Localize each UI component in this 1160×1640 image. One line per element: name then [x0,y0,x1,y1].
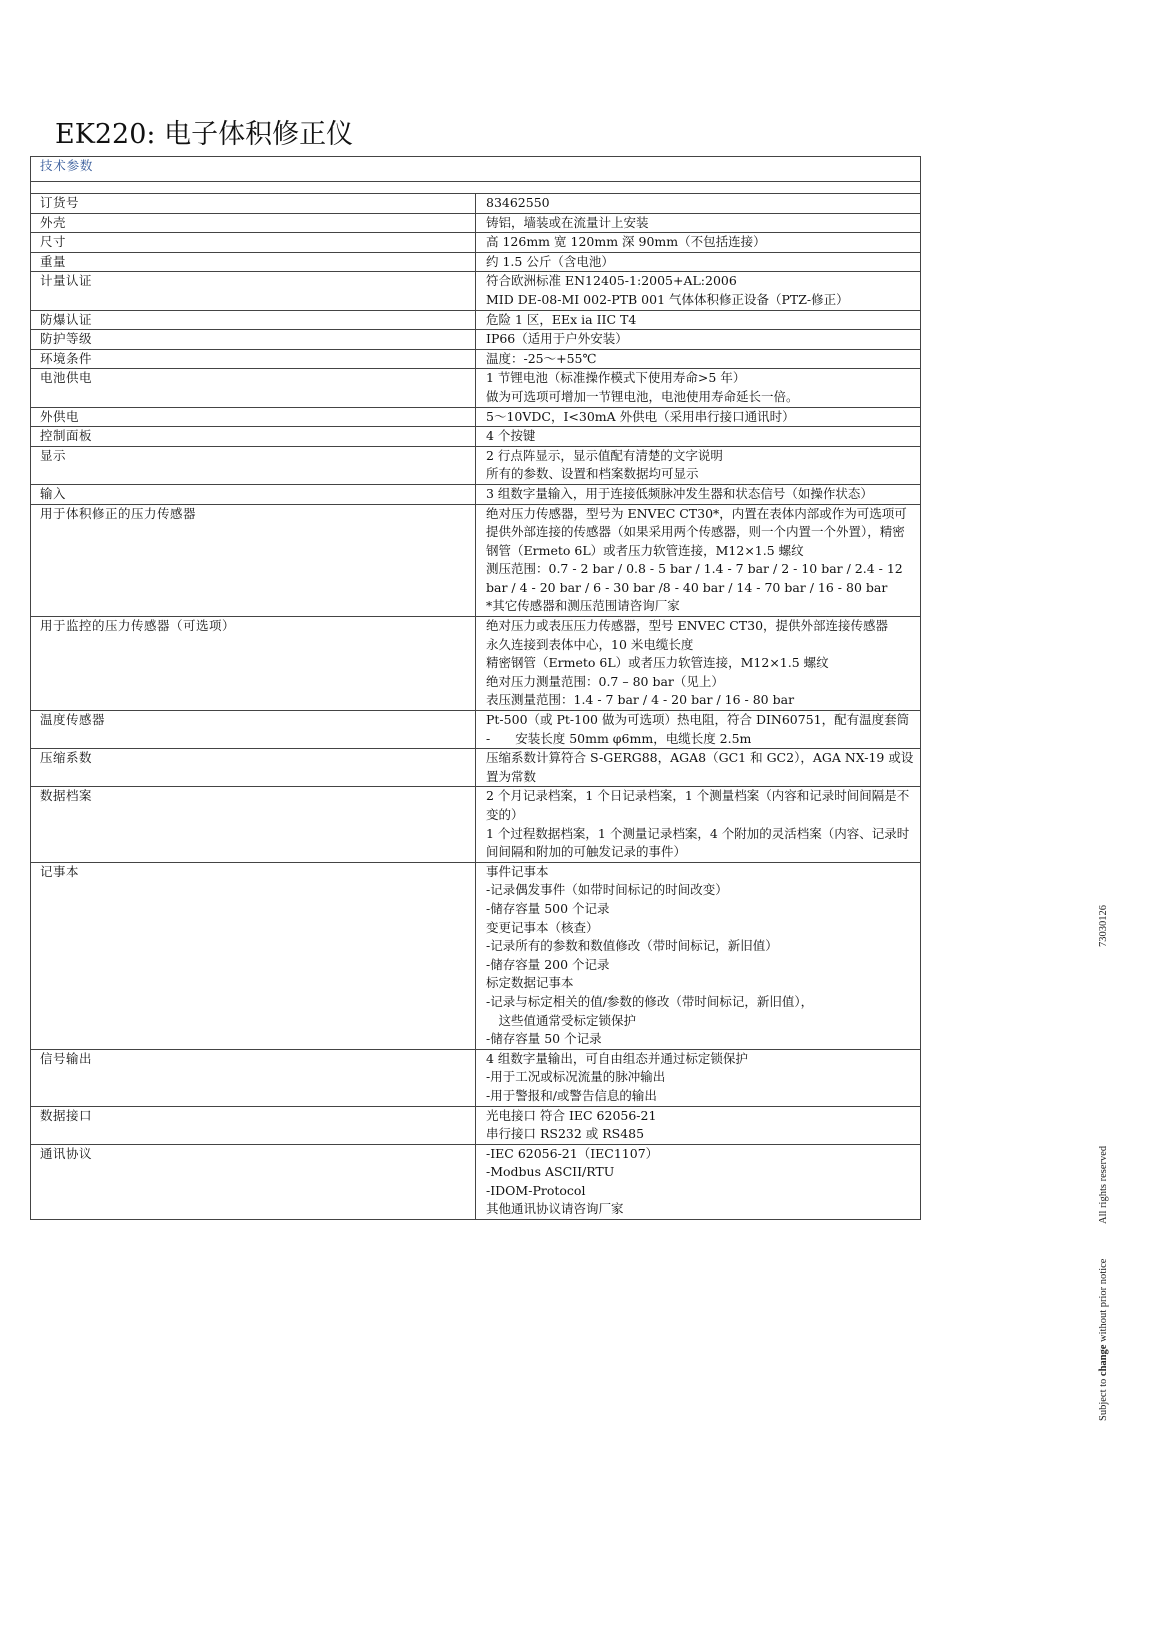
spec-row [31,1144,921,1219]
change-notice-prefix: Subject to [1098,1376,1109,1421]
spec-value-line: 符合欧洲标准 EN12405-1:2005+AL:2006 [486,273,737,289]
spec-value-line: 约 1.5 公斤（含电池） [486,253,614,269]
spec-value [476,862,921,1049]
spec-row [31,233,921,253]
spec-value-line: 变更记事本（核查） [486,919,599,935]
spec-value [476,484,921,504]
spec-value [476,310,921,330]
spec-row [31,369,921,407]
spec-value [476,272,921,310]
spec-label: 输入 [31,484,476,504]
spec-label: 通讯协议 [31,1144,476,1219]
spec-label: 显示 [31,446,476,484]
spec-value-line: *其它传感器和测压范围请咨询厂家 [486,598,680,614]
spec-label: 防爆认证 [31,310,476,330]
spec-value-line: 2 个月记录档案，1 个日记录档案，1 个测量档案（内容和记录时间间隔是不变的） [486,788,910,822]
blank-row [31,182,921,194]
spec-label: 环境条件 [31,349,476,369]
spec-value [476,407,921,427]
spec-value-line: 事件记事本 [486,863,549,879]
spec-value [476,749,921,787]
spec-value [476,233,921,253]
spec-value-line: -IDOM-Protocol [486,1182,586,1198]
spec-value [476,787,921,862]
spec-row [31,427,921,447]
change-notice [1098,1259,1109,1421]
spec-value [476,1106,921,1144]
spec-label: 控制面板 [31,427,476,447]
spec-label: 订货号 [31,194,476,214]
spec-value [476,427,921,447]
spec-value-line: -记录与标定相关的值/参数的修改（带时间标记，新旧值）， [486,993,814,1009]
spec-label: 压缩系数 [31,749,476,787]
spec-label: 重量 [31,252,476,272]
spec-row [31,446,921,484]
spec-value [476,711,921,749]
spec-value [476,349,921,369]
spec-value-line: 光电接口 符合 IEC 62056-21 [486,1107,657,1123]
document-code: 73030126 [1098,905,1109,947]
spec-value-line: -用于工况或标况流量的脉冲输出 [486,1069,666,1085]
rights-notice: All rights reserved [1098,1145,1109,1224]
spec-value-line: Pt-500（或 Pt-100 做为可选项）热电阻，符合 DIN60751，配有温度套筒 [486,712,910,728]
spec-value-line: 做为可选项可增加一节锂电池，电池使用寿命延长一倍。 [486,388,799,404]
spec-value-line: 标定数据记事本 [486,975,574,991]
spec-value-line: -Modbus ASCII/RTU [486,1164,615,1180]
spec-value-line: 危险 1 区，EEx ia IIC T4 [486,311,637,327]
spec-row [31,504,921,617]
spec-value [476,504,921,617]
spec-row [31,407,921,427]
spec-value-line: 2 行点阵显示，显示值配有清楚的文字说明 [486,447,723,463]
spec-value-line: 5～10VDC，I<30mA 外供电（采用串行接口通讯时） [486,408,795,424]
spec-row [31,617,921,711]
spec-value [476,1049,921,1106]
spec-value-line: MID DE-08-MI 002-PTB 001 气体体积修正设备（PTZ-修正） [486,291,849,307]
document-title: EK220: 电子体积修正仪 [55,119,354,150]
spec-value-line: 表压测量范围：1.4 - 7 bar / 4 - 20 bar / 16 - 80 bar [486,692,795,708]
spec-value [476,330,921,350]
spec-value-line: 铸铝，墙装或在流量计上安装 [486,214,649,230]
spec-value-line: 压缩系数计算符合 S-GERG88，AGA8（GC1 和 GC2），AGA NX-19 或设置为常数 [486,750,914,784]
spec-value-line: 1 节锂电池（标准操作模式下使用寿命>5 年） [486,370,746,386]
spec-label: 用于监控的压力传感器（可选项） [31,617,476,711]
spec-value-line: 4 个按键 [486,428,536,444]
spec-row [31,252,921,272]
spec-value-line: -储存容量 50 个记录 [486,1031,602,1047]
section-header: 技术参数 [31,157,921,182]
spec-value-line: 绝对压力或表压压力传感器，型号 ENVEC CT30，提供外部连接传感器 [486,618,889,634]
spec-label: 数据档案 [31,787,476,862]
spec-value [476,1144,921,1219]
spec-table [30,156,921,1220]
spec-value-line: 绝对压力测量范围：0.7 – 80 bar（见上） [486,673,724,689]
spec-row [31,349,921,369]
spec-row [31,310,921,330]
spec-row [31,272,921,310]
spec-value-line: 所有的参数、设置和档案数据均可显示 [486,466,699,482]
spec-value-line: - 安装长度 50mm φ6mm，电缆长度 2.5m [486,730,752,746]
spec-table-header [31,157,921,182]
spec-label: 外供电 [31,407,476,427]
spec-value-line: 其他通讯协议请咨询厂家 [486,1201,624,1217]
spec-value-line: -记录所有的参数和数值修改（带时间标记，新旧值） [486,938,778,954]
spec-value-line: -储存容量 200 个记录 [486,956,610,972]
spec-value-line: 串行接口 RS232 或 RS485 [486,1126,645,1142]
spec-value-line: -储存容量 500 个记录 [486,900,610,916]
change-notice-bold: change [1098,1344,1109,1377]
spec-label: 数据接口 [31,1106,476,1144]
spec-value [476,252,921,272]
spec-value-line: 83462550 [486,195,550,210]
spec-label: 记事本 [31,862,476,1049]
spec-value-line: -IEC 62056-21（IEC1107） [486,1145,659,1161]
spec-row [31,1106,921,1144]
spec-label: 防护等级 [31,330,476,350]
spec-value-line: 1 个过程数据档案，1 个测量记录档案，4 个附加的灵活档案（内容、记录时间间隔和附加的可触发记录的事件） [486,825,910,860]
spec-label: 外壳 [31,213,476,233]
spec-label: 温度传感器 [31,711,476,749]
spec-value-line: 永久连接到表体中心，10 米电缆长度 [486,636,694,652]
spec-value-line: IP66（适用于户外安装） [486,331,628,347]
spec-value [476,213,921,233]
spec-value-line: -用于警报和/或警告信息的输出 [486,1087,657,1103]
spec-row [31,787,921,862]
spec-row [31,194,921,214]
spec-value-line: 精密钢管（Ermeto 6L）或者压力软管连接，M12×1.5 螺纹 [486,655,829,671]
spec-value-line: 温度：-25～+55℃ [486,350,597,366]
spec-value-line: 测压范围：0.7 - 2 bar / 0.8 - 5 bar / 1.4 - 7 bar / 2 - 10 bar / 2.4 - 12 bar / 4 - 20 bar / 6 - 30 bar /8 - 40 bar / 14 - 70 bar / 16 - 80 bar [486,561,903,595]
spec-value-line: 高 126mm 宽 120mm 深 90mm（不包括连接） [486,234,766,250]
spec-row [31,711,921,749]
spec-row [31,749,921,787]
spec-value [476,446,921,484]
spec-row [31,484,921,504]
spec-row [31,213,921,233]
spec-value-line: 4 组数字量输出，可自由组态并通过标定锁保护 [486,1050,748,1066]
spec-row [31,330,921,350]
spec-label: 用于体积修正的压力传感器 [31,504,476,617]
spec-value-line: 3 组数字量输入，用于连接低频脉冲发生器和状态信号（如操作状态） [486,485,873,501]
spec-label: 电池供电 [31,369,476,407]
change-notice-suffix: without prior notice [1098,1258,1109,1345]
spec-row [31,1049,921,1106]
spec-label: 尺寸 [31,233,476,253]
spec-value-line: -记录偶发事件（如带时间标记的时间改变） [486,882,728,898]
spec-value [476,369,921,407]
spec-value-line: 这些值通常受标定锁保护 [486,1012,637,1028]
spec-row [31,862,921,1049]
spec-label: 计量认证 [31,272,476,310]
spec-value [476,617,921,711]
spec-label: 信号输出 [31,1049,476,1106]
spec-value-line: 绝对压力传感器，型号为 ENVEC CT30*，内置在表体内部或作为可选项可提供外部连接的传感器（如果采用两个传感器，则一个内置一个外置），精密钢管（Ermeto 6L）或者压力软管连接，M12×1.5 螺纹 [486,505,907,558]
spec-value [476,194,921,214]
